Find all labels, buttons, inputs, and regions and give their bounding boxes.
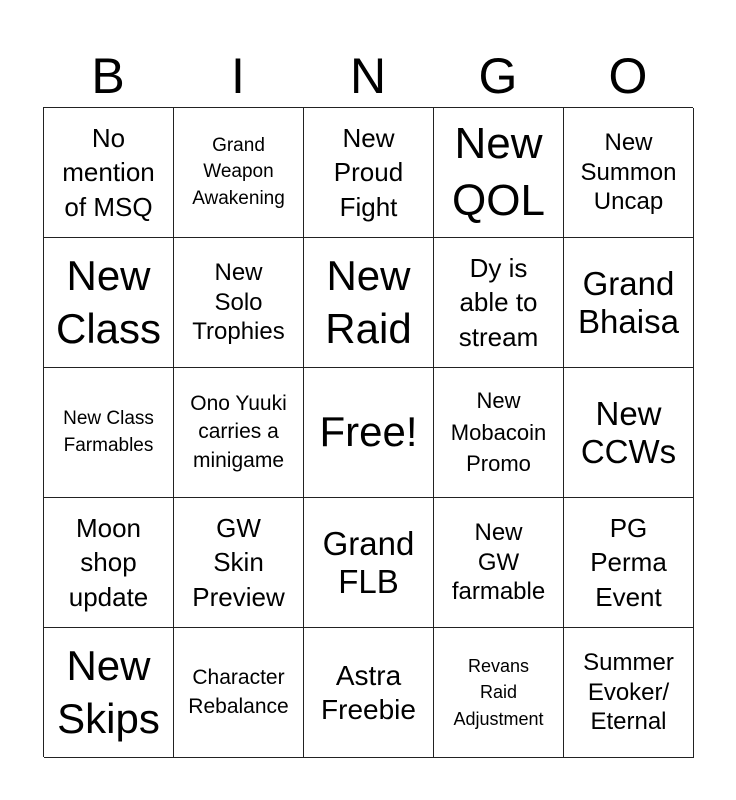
bingo-cell[interactable] bbox=[434, 498, 564, 628]
cell-text: Grand Weapon Awakening bbox=[192, 134, 285, 209]
cell-text: Grand FLB bbox=[322, 524, 415, 600]
bingo-cell[interactable] bbox=[564, 368, 694, 498]
header-letter-n: N bbox=[349, 48, 387, 104]
bingo-cell[interactable] bbox=[434, 108, 564, 238]
bingo-header bbox=[43, 48, 693, 104]
bingo-board bbox=[43, 107, 693, 757]
header-letter-i: I bbox=[231, 48, 245, 104]
cell-text: New Class Farmables bbox=[63, 407, 154, 456]
bingo-cell[interactable] bbox=[44, 498, 174, 628]
bingo-cell[interactable] bbox=[434, 628, 564, 758]
bingo-cell[interactable] bbox=[564, 108, 694, 238]
bingo-cell[interactable] bbox=[434, 238, 564, 368]
bingo-cell[interactable] bbox=[564, 628, 694, 758]
bingo-cell[interactable] bbox=[174, 238, 304, 368]
bingo-cell[interactable] bbox=[304, 498, 434, 628]
bingo-cell[interactable] bbox=[44, 108, 174, 238]
cell-text: No mention of MSQ bbox=[62, 123, 155, 222]
bingo-cell[interactable] bbox=[434, 368, 564, 498]
cell-text: New Summon Uncap bbox=[580, 128, 677, 216]
cell-text: Dy is able to stream bbox=[458, 253, 539, 352]
bingo-cell[interactable] bbox=[44, 368, 174, 498]
cell-text: New Class bbox=[55, 252, 162, 352]
bingo-cell[interactable] bbox=[174, 108, 304, 238]
bingo-cell[interactable] bbox=[564, 498, 694, 628]
cell-text: New GW farmable bbox=[451, 518, 546, 606]
cell-text: Ono Yuuki carries a minigame bbox=[190, 391, 287, 472]
bingo-cell[interactable] bbox=[304, 238, 434, 368]
cell-text: Astra Freebie bbox=[321, 659, 416, 725]
cell-text: PG Perma Event bbox=[590, 513, 667, 612]
cell-text: Grand Bhaisa bbox=[578, 264, 679, 340]
cell-text: Revans Raid Adjustment bbox=[453, 656, 544, 729]
cell-text: New Skips bbox=[57, 642, 160, 742]
cell-text: New QOL bbox=[452, 119, 545, 225]
cell-text: New Solo Trophies bbox=[192, 258, 285, 346]
cell-text: New Raid bbox=[325, 252, 412, 352]
bingo-cell[interactable] bbox=[174, 628, 304, 758]
cell-text: Summer Evoker/ Eternal bbox=[583, 648, 674, 736]
bingo-cell[interactable] bbox=[564, 238, 694, 368]
cell-text: New CCWs bbox=[580, 394, 677, 470]
bingo-cell[interactable] bbox=[304, 108, 434, 238]
bingo-cell[interactable] bbox=[44, 238, 174, 368]
header-letter-b: B bbox=[91, 48, 125, 104]
cell-text: Character Rebalance bbox=[188, 666, 289, 718]
free-space[interactable] bbox=[304, 368, 434, 498]
cell-text: GW Skin Preview bbox=[192, 513, 285, 612]
header-letter-g: G bbox=[478, 48, 518, 104]
bingo-cell[interactable] bbox=[174, 368, 304, 498]
cell-text: Moon shop update bbox=[68, 513, 149, 612]
cell-text: New Mobacoin Promo bbox=[450, 387, 547, 477]
free-space-label: Free! bbox=[319, 408, 418, 456]
cell-text: New Proud Fight bbox=[333, 123, 404, 222]
header-letter-o: O bbox=[608, 48, 648, 104]
bingo-cell[interactable] bbox=[304, 628, 434, 758]
bingo-cell[interactable] bbox=[44, 628, 174, 758]
bingo-cell[interactable] bbox=[174, 498, 304, 628]
